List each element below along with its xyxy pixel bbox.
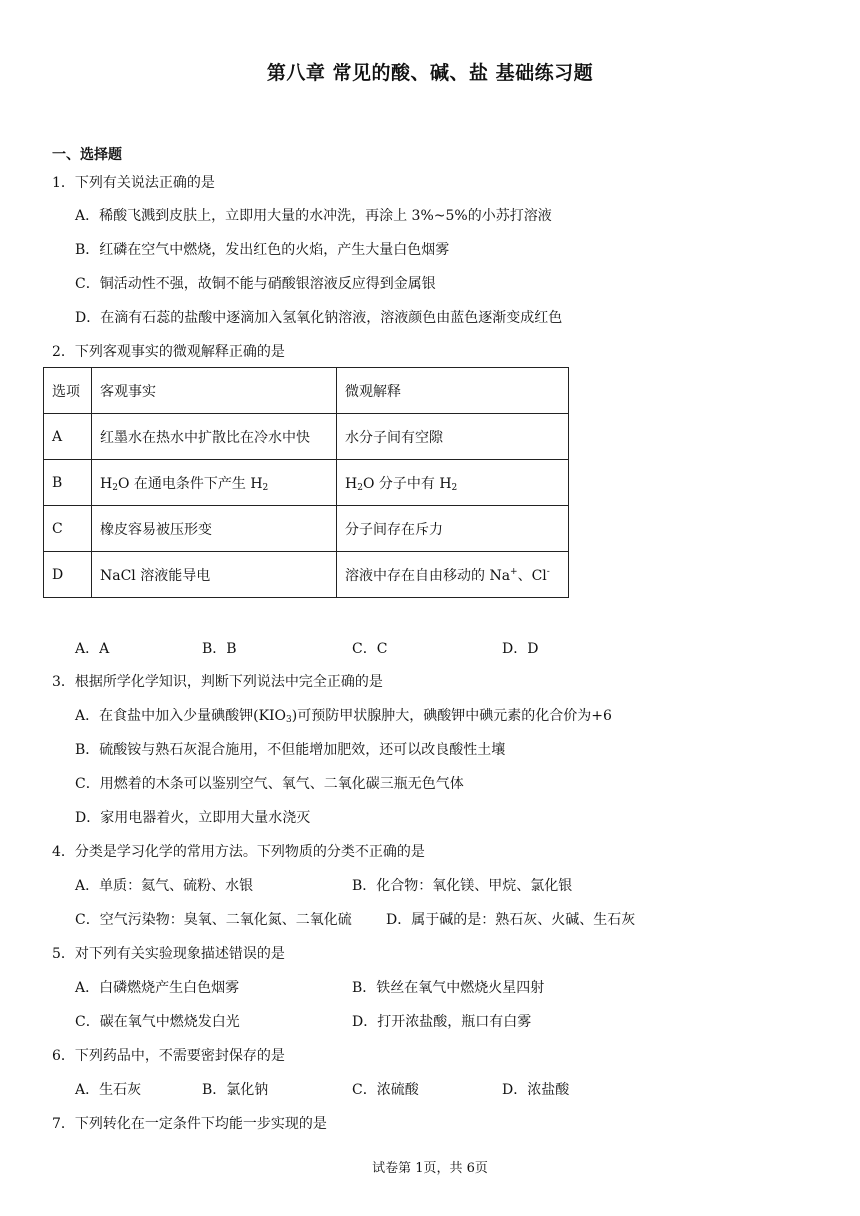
table-cell-fact: 红墨水在热水中扩散比在冷水中快 [92, 414, 337, 460]
q2-option-d: D．D [502, 641, 539, 657]
q3-stem: 3．根据所学化学知识，判断下列说法中完全正确的是 [52, 674, 383, 690]
table-cell-option: C [44, 506, 92, 552]
table-cell-option: A [44, 414, 92, 460]
formula-text: 溶液中存在自由移动的 Na [345, 567, 511, 584]
formula-text: O 分子中有 H [362, 475, 452, 492]
q5-option-d: D．打开浓盐酸，瓶口有白雾 [352, 1014, 532, 1030]
q6-stem: 6．下列药品中，不需要密封保存的是 [52, 1048, 285, 1064]
table-cell-fact [92, 460, 337, 506]
page-title: 第八章 常见的酸、碱、盐 基础练习题 [266, 62, 594, 84]
q5-option-a: A．白磷燃烧产生白色烟雾 [75, 980, 240, 996]
table-header-cell: 客观事实 [92, 368, 337, 414]
table-cell-explanation [337, 552, 569, 598]
q4-stem: 4．分类是学习化学的常用方法。下列物质的分类不正确的是 [52, 844, 425, 860]
q5-stem: 5．对下列有关实验现象描述错误的是 [52, 946, 285, 962]
q4-option-b: B．化合物：氧化镁、甲烷、氯化银 [352, 878, 573, 894]
q4-option-c: C．空气污染物：臭氧、二氧化氮、二氧化硫 [75, 912, 352, 928]
table-cell-explanation: 水分子间有空隙 [337, 414, 569, 460]
q5-option-c: C．碳在氧气中燃烧发白光 [75, 1014, 240, 1030]
table-header-row [44, 368, 569, 414]
q3-option-c: C．用燃着的木条可以鉴别空气、氧气、二氧化碳三瓶无色气体 [75, 776, 464, 792]
q2-option-b: B．B [202, 641, 237, 657]
q3-option-b: B．硫酸铵与熟石灰混合施用，不但能增加肥效，还可以改良酸性土壤 [75, 742, 506, 758]
table-header-cell: 微观解释 [337, 368, 569, 414]
superscript: + [510, 566, 518, 577]
formula-text: 、Cl [517, 567, 547, 584]
q2-table [43, 367, 569, 598]
q6-option-c: C．浓硫酸 [352, 1082, 419, 1098]
table-row [44, 552, 569, 598]
q4-option-a: A．单质：氦气、硫粉、水银 [75, 878, 254, 894]
table-cell-fact: NaCl 溶液能导电 [92, 552, 337, 598]
table-row [44, 414, 569, 460]
subscript: 2 [262, 482, 269, 493]
table-cell-option: B [44, 460, 92, 506]
table-header-cell: 选项 [44, 368, 92, 414]
q2-stem: 2．下列客观事实的微观解释正确的是 [52, 344, 285, 360]
page-footer: 试卷第 1页，共 6页 [372, 1161, 488, 1176]
q6-option-a: A．生石灰 [75, 1082, 142, 1098]
table-cell-explanation [337, 460, 569, 506]
superscript: - [546, 566, 550, 577]
table-cell-explanation: 分子间存在斥力 [337, 506, 569, 552]
formula-text: H [345, 475, 358, 492]
q1-option-d: D．在滴有石蕊的盐酸中逐滴加入氢氧化钠溶液，溶液颜色由蓝色逐渐变成红色 [75, 310, 563, 326]
table-cell-option: D [44, 552, 92, 598]
q6-option-b: B．氯化钠 [202, 1082, 269, 1098]
q3-option-a [75, 707, 612, 725]
q2-option-c: C．C [352, 641, 388, 657]
subscript: 3 [286, 715, 292, 725]
q1-stem: 1．下列有关说法正确的是 [52, 175, 215, 191]
formula-text: O 在通电条件下产生 H [117, 475, 263, 492]
option-text: A．在食盐中加入少量碘酸钾(KIO [75, 708, 287, 724]
table-cell-fact: 橡皮容易被压形变 [92, 506, 337, 552]
subscript: 2 [451, 482, 458, 493]
subscript: 2 [112, 482, 118, 493]
subscript: 2 [357, 482, 363, 493]
q1-option-c: C．铜活动性不强，故铜不能与硝酸银溶液反应得到金属银 [75, 276, 436, 292]
table-row [44, 460, 569, 506]
table-row [44, 506, 569, 552]
q5-option-b: B．铁丝在氧气中燃烧火星四射 [352, 980, 545, 996]
q3-option-d: D．家用电器着火，立即用大量水浇灭 [75, 810, 311, 826]
formula-text: H [100, 475, 113, 492]
q4-option-d: D．属于碱的是：熟石灰、火碱、生石灰 [386, 912, 636, 928]
q6-option-d: D．浓盐酸 [502, 1082, 570, 1098]
q2-option-a: A．A [75, 641, 110, 657]
section-heading: 一、选择题 [52, 147, 122, 163]
q7-stem: 7．下列转化在一定条件下均能一步实现的是 [52, 1116, 327, 1132]
q1-option-a: A．稀酸飞溅到皮肤上，立即用大量的水冲洗，再涂上 3%~5%的小苏打溶液 [75, 208, 552, 224]
option-text: )可预防甲状腺肿大，碘酸钾中碘元素的化合价为+6 [291, 708, 612, 724]
q1-option-b: B．红磷在空气中燃烧，发出红色的火焰，产生大量白色烟雾 [75, 242, 450, 258]
